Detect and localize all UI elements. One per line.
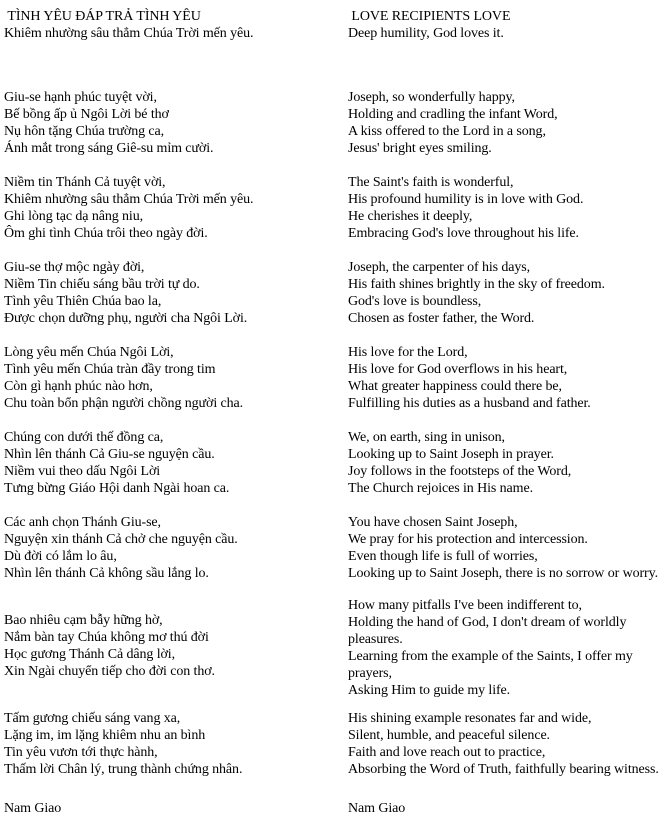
poem-line: His love for the Lord, (348, 345, 468, 360)
english-stanza-3 (348, 259, 669, 327)
poem-line: His shining example resonates far and wide, (348, 711, 592, 726)
english-stanza-2 (348, 174, 669, 242)
english-poem-title: LOVE RECIPIENTS LOVE (348, 9, 511, 24)
poem-line: Joy follows in the footsteps of the Word, (348, 464, 572, 479)
poem-line: Nhìn lên thánh Cả không sầu lắng lo. (4, 566, 209, 581)
english-poem-header (348, 8, 669, 42)
poem-line: Faith and love reach out to practice, (348, 745, 546, 760)
poem-line: The Church rejoices in His name. (348, 481, 533, 496)
poem-line: The Saint's faith is wonderful, (348, 175, 514, 190)
vietnamese-stanza-6 (4, 514, 348, 582)
vietnamese-author-signature: Nam Giao (4, 801, 62, 816)
poem-line: Asking Him to guide my life. (348, 683, 511, 698)
vietnamese-stanza-7 (4, 612, 348, 680)
poem-line: He cherishes it deeply, (348, 209, 473, 224)
poem-line: Còn gì hạnh phúc nào hơn, (4, 379, 153, 394)
poem-line: God's love is boundless, (348, 294, 482, 309)
poem-line: Tấm gương chiếu sáng vang xa, (4, 711, 181, 726)
vietnamese-stanza-8 (4, 710, 348, 778)
poem-line: How many pitfalls I've been indifferent to, (348, 598, 582, 613)
poem-line: Chu toàn bổn phận người chồng người cha. (4, 396, 244, 411)
poem-line: Tình yêu Thiên Chúa bao la, (4, 294, 162, 309)
poem-line: Học gương Thánh Cả dâng lời, (4, 647, 175, 662)
poem-line: Xin Ngài chuyển tiếp cho đời con thơ. (4, 664, 215, 679)
poem-line: Lòng yêu mến Chúa Ngôi Lời, (4, 345, 174, 360)
poem-line: Holding the hand of God, I don't dream of worldly pleasures. (348, 615, 630, 647)
poem-line: Joseph, so wonderfully happy, (348, 90, 515, 105)
poem-line: Joseph, the carpenter of his days, (348, 260, 531, 275)
poem-line: Looking up to Saint Joseph in prayer. (348, 447, 554, 462)
poem-line: Được chọn dưỡng phụ, người cha Ngôi Lời. (4, 311, 248, 326)
poem-line: Embracing God's love throughout his life. (348, 226, 579, 241)
poem-line: Holding and cradling the infant Word, (348, 107, 558, 122)
poem-line: Bao nhiêu cạm bẫy hững hờ, (4, 613, 163, 628)
poem-line: We, on earth, sing in unison, (348, 430, 505, 445)
english-poem-subtitle: Deep humility, God loves it. (348, 26, 504, 41)
english-author-signature: Nam Giao (348, 801, 406, 816)
poem-line: Chosen as foster father, the Word. (348, 311, 535, 326)
vietnamese-stanza-4 (4, 344, 348, 412)
poem-line: Ghi lòng tạc dạ nâng niu, (4, 209, 144, 224)
english-stanza-1 (348, 89, 669, 157)
vietnamese-poem-header (4, 8, 348, 42)
english-stanza-5 (348, 429, 669, 497)
vietnamese-stanza-1 (4, 89, 348, 157)
poem-line: Fulfilling his duties as a husband and father. (348, 396, 591, 411)
vietnamese-stanza-3 (4, 259, 348, 327)
poem-line: Lặng im, im lặng khiêm nhu an bình (4, 728, 206, 743)
english-poem-column (348, 8, 669, 817)
poem-line: Niềm Tin chiếu sáng bầu trời tự do. (4, 277, 200, 292)
poem-line: His love for God overflows in his heart, (348, 362, 568, 377)
poem-line: Các anh chọn Thánh Giu-se, (4, 515, 161, 530)
poem-line: Ánh mắt trong sáng Giê-su mỉm cười. (4, 141, 214, 156)
poem-line: Looking up to Saint Joseph, there is no sorrow or worry. (348, 566, 659, 581)
poem-line: We pray for his protection and intercession. (348, 532, 588, 547)
poem-line: Nắm bàn tay Chúa không mơ thú đời (4, 630, 209, 645)
english-stanza-6 (348, 514, 669, 582)
poem-line: Giu-se hạnh phúc tuyệt vời, (4, 90, 157, 105)
poem-line: Learning from the example of the Saints, I offer my prayers, (348, 649, 637, 681)
poem-line: Nhìn lên thánh Cả Giu-se nguyện cầu. (4, 447, 215, 462)
poem-line: Giu-se thợ mộc ngày đời, (4, 260, 145, 275)
poem-line: A kiss offered to the Lord in a song, (348, 124, 546, 139)
poem-line: Even though life is full of worries, (348, 549, 538, 564)
english-stanza-4 (348, 344, 669, 412)
vietnamese-poem-title: TÌNH YÊU ĐÁP TRẢ TÌNH YÊU (4, 9, 201, 24)
poem-line: Ôm ghi tình Chúa trôi theo ngày đời. (4, 226, 208, 241)
poem-line: Bế bồng ấp ủ Ngôi Lời bé thơ (4, 107, 169, 122)
poem-line: You have chosen Saint Joseph, (348, 515, 518, 530)
poem-line: Tưng bừng Giáo Hội danh Ngài hoan ca. (4, 481, 230, 496)
english-stanza-8 (348, 710, 669, 778)
poem-line: Absorbing the Word of Truth, faithfully bearing witness. (348, 762, 659, 777)
english-stanza-7 (348, 597, 669, 699)
vietnamese-poem-column (4, 8, 348, 817)
poem-line: Jesus' bright eyes smiling. (348, 141, 492, 156)
poem-line: Silent, humble, and peaceful silence. (348, 728, 550, 743)
poem-line: His profound humility is in love with God. (348, 192, 584, 207)
poem-line: His faith shines brightly in the sky of freedom. (348, 277, 605, 292)
poem-line: Khiêm nhường sâu thẳm Chúa Trời mến yêu. (4, 192, 254, 207)
poem-line: Niềm tin Thánh Cả tuyệt vời, (4, 175, 166, 190)
poem-line: Nụ hôn tặng Chúa trường ca, (4, 124, 165, 139)
vietnamese-stanza-2 (4, 174, 348, 242)
poem-line: Niềm vui theo dấu Ngôi Lời (4, 464, 161, 479)
vietnamese-stanza-5 (4, 429, 348, 497)
poem-line: Nguyện xin thánh Cả chở che nguyện cầu. (4, 532, 238, 547)
poem-line: Dù đời có lắm lo âu, (4, 549, 117, 564)
poem-line: What greater happiness could there be, (348, 379, 562, 394)
poem-line: Thấm lời Chân lý, trung thành chứng nhân. (4, 762, 243, 777)
poem-line: Chúng con dưới thế đồng ca, (4, 430, 164, 445)
vietnamese-poem-subtitle: Khiêm nhường sâu thẳm Chúa Trời mến yêu. (4, 26, 254, 41)
poem-line: Tình yêu mến Chúa tràn đầy trong tim (4, 362, 216, 377)
poem-line: Tin yêu vươn tới thực hành, (4, 745, 158, 760)
